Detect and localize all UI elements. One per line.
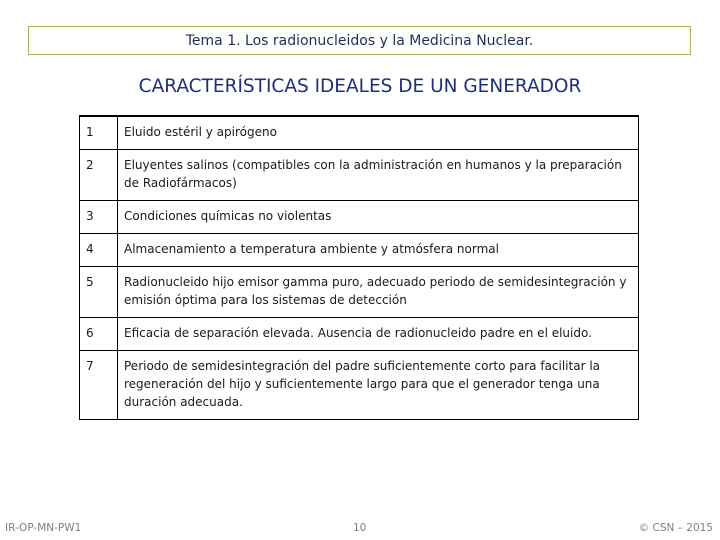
footer-copyright: © CSN – 2015 <box>638 522 713 534</box>
footer-code: IR-OP-MN-PW1 <box>5 522 82 534</box>
row-number: 6 <box>80 318 118 351</box>
row-number: 3 <box>80 201 118 234</box>
table-row <box>80 116 639 150</box>
row-number: 7 <box>80 351 118 420</box>
table-row <box>80 351 639 420</box>
characteristics-table <box>79 115 639 420</box>
page-number: 10 <box>353 522 367 534</box>
row-text: Almacenamiento a temperatura ambiente y atmósfera normal <box>118 234 639 267</box>
row-text: Radionucleido hijo emisor gamma puro, adecuado periodo de semidesintegración y emisión óptima para los sistemas de detección <box>118 267 639 318</box>
row-text: Eficacia de separación elevada. Ausencia de radionucleido padre en el eluido. <box>118 318 639 351</box>
row-text: Periodo de semidesintegración del padre suficientemente corto para facilitar la regeneración del hijo y suficientemente largo para que el generador tenga una duración adecuada. <box>118 351 639 420</box>
row-number: 4 <box>80 234 118 267</box>
table-row <box>80 318 639 351</box>
row-number: 5 <box>80 267 118 318</box>
row-number: 1 <box>80 116 118 150</box>
table-row <box>80 150 639 201</box>
slide-header-text: Tema 1. Los radionucleidos y la Medicina Nuclear. <box>185 32 534 49</box>
slide-header <box>28 26 691 55</box>
row-number: 2 <box>80 150 118 201</box>
table-row <box>80 267 639 318</box>
row-text: Eluyentes salinos (compatibles con la administración en humanos y la preparación de Radiofármacos) <box>118 150 639 201</box>
row-text: Eluido estéril y apirógeno <box>118 116 639 150</box>
slide-title: CARACTERÍSTICAS IDEALES DE UN GENERADOR <box>138 76 582 97</box>
table-row <box>80 234 639 267</box>
row-text: Condiciones químicas no violentas <box>118 201 639 234</box>
table-row <box>80 201 639 234</box>
